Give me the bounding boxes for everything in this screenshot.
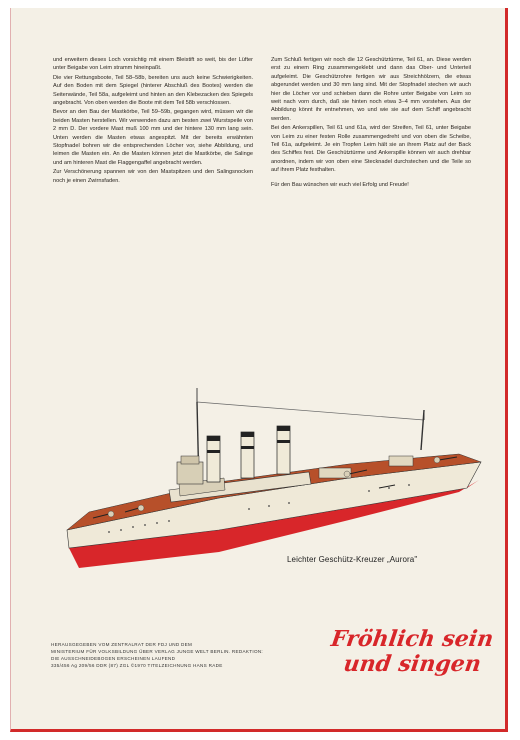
imprint-line: DIE AUSSCHNEIDEBOGEN ERSCHEINEN LAUFEND (51, 656, 176, 661)
imprint-line: MINISTERIUM FÜR VOLKSBILDUNG ÜBER VERLAG JUNGE WELT BERLIN. REDAKTION: (51, 649, 264, 654)
right-text-column (271, 56, 471, 190)
left-paragraph-2: Die vier Rettungsboote, Teil 58–58b, bereiten uns auch keine Schwierigkeiten. Auf den Boden mit dem Spiegel (hinterer Abschluß des Bootes) werden die Seitenwände, Teil 58a, aufgeleimt und hinten an den Klebezacken des Spiegels angebracht. Von oben werden die Boote mit dem Teil 58b verschlossen. (53, 74, 253, 107)
cruiser-illustration (49, 380, 489, 580)
left-paragraph-4: Zur Verschönerung spannen wir von den Mastspitzen und den Salingsnocken noch je einen Zwirnsfaden. (53, 169, 253, 184)
imprint-line: HERAUSGEGEBEN VOM ZENTRALRAT DER FDJ UND DEM (51, 642, 193, 647)
left-paragraph-1: und erweitern dieses Loch vorsichtig mit einem Bleistift so weit, bis der Lüfter unter Beigabe von Leim stramm hineinpaßt. (53, 57, 253, 72)
left-paragraph-3: Bevor an den Bau der Mastkörbe, Teil 59–59b, gegangen wird, müssen wir die beiden Masten herstellen. Wir verwenden dazu am besten zwei Wurstspeile von 2 mm D. Der vordere Mast muß 100 mm und der hintere 130 mm lang sein. Unten werden die Masten etwas angespitzt. Mit der bereits erwähnten Stopfnadel bohren wir die entsprechenden Löcher vor, siehe Abbildung, und leimen die Masten ein. An die Masten können jetzt die Mastkörbe, die Salinge und am hinteren Mast die Flaggengaffel angebracht werden. (53, 109, 253, 166)
imprint-line: 335/456 Ag 209/56 DDR (87) ZGL ©1970 TITELZEICHNUNG HANS RADE (51, 663, 223, 668)
right-paragraph-3: Für den Bau wünschen wir euch viel Erfolg und Freude! (271, 181, 409, 188)
ship-caption: Leichter Geschütz-Kreuzer „Aurora" (287, 555, 418, 564)
imprint-block (51, 641, 301, 669)
logo-line-2: und singen (341, 651, 483, 677)
left-text-column (53, 56, 253, 186)
publication-logo (325, 626, 496, 684)
right-paragraph-2: Bei den Ankerspillen, Teil 61 und 61a, wird der Streifen, Teil 61, unter Beigabe von Leim zu einer festen Rolle zusammengedreht und von oben die Scheibe, Teil 61a, aufgeleimt. Je ein Tropfen Leim hält sie an ihrem Platz auf der Back des Schiffes fest. Die Geschütztürme und Ankerspille können wir auch drehbar anordnen, indem wir von oben eine Stecknadel durchstechen und die Teile so auf ihrem Platz festhalten. (271, 125, 471, 174)
right-paragraph-1: Zum Schluß fertigen wir noch die 12 Geschütztürme, Teil 61, an. Diese werden erst zu einem Ring zusammengeklebt und dann das Ober- und Unterteil aufgeleimt. Die Geschützrohre fertigen wir aus Streichhölzern, die etwas abgerundet werden und 30 mm lang sind. Mit der Stopfnadel stechen wir auch hier die Löcher vor und schieben dann die Rohre unter Beigabe von Leim so weit nach vorn durch, daß sie hinten noch etwa 3–4 mm vorstehen. Aus der Abbildung könnt ihr entnehmen, wo und wie sie auf dem Schiff angebracht werden. (271, 57, 471, 122)
logo-line-1: Fröhlich sein (329, 626, 496, 652)
page-sheet (10, 8, 508, 732)
